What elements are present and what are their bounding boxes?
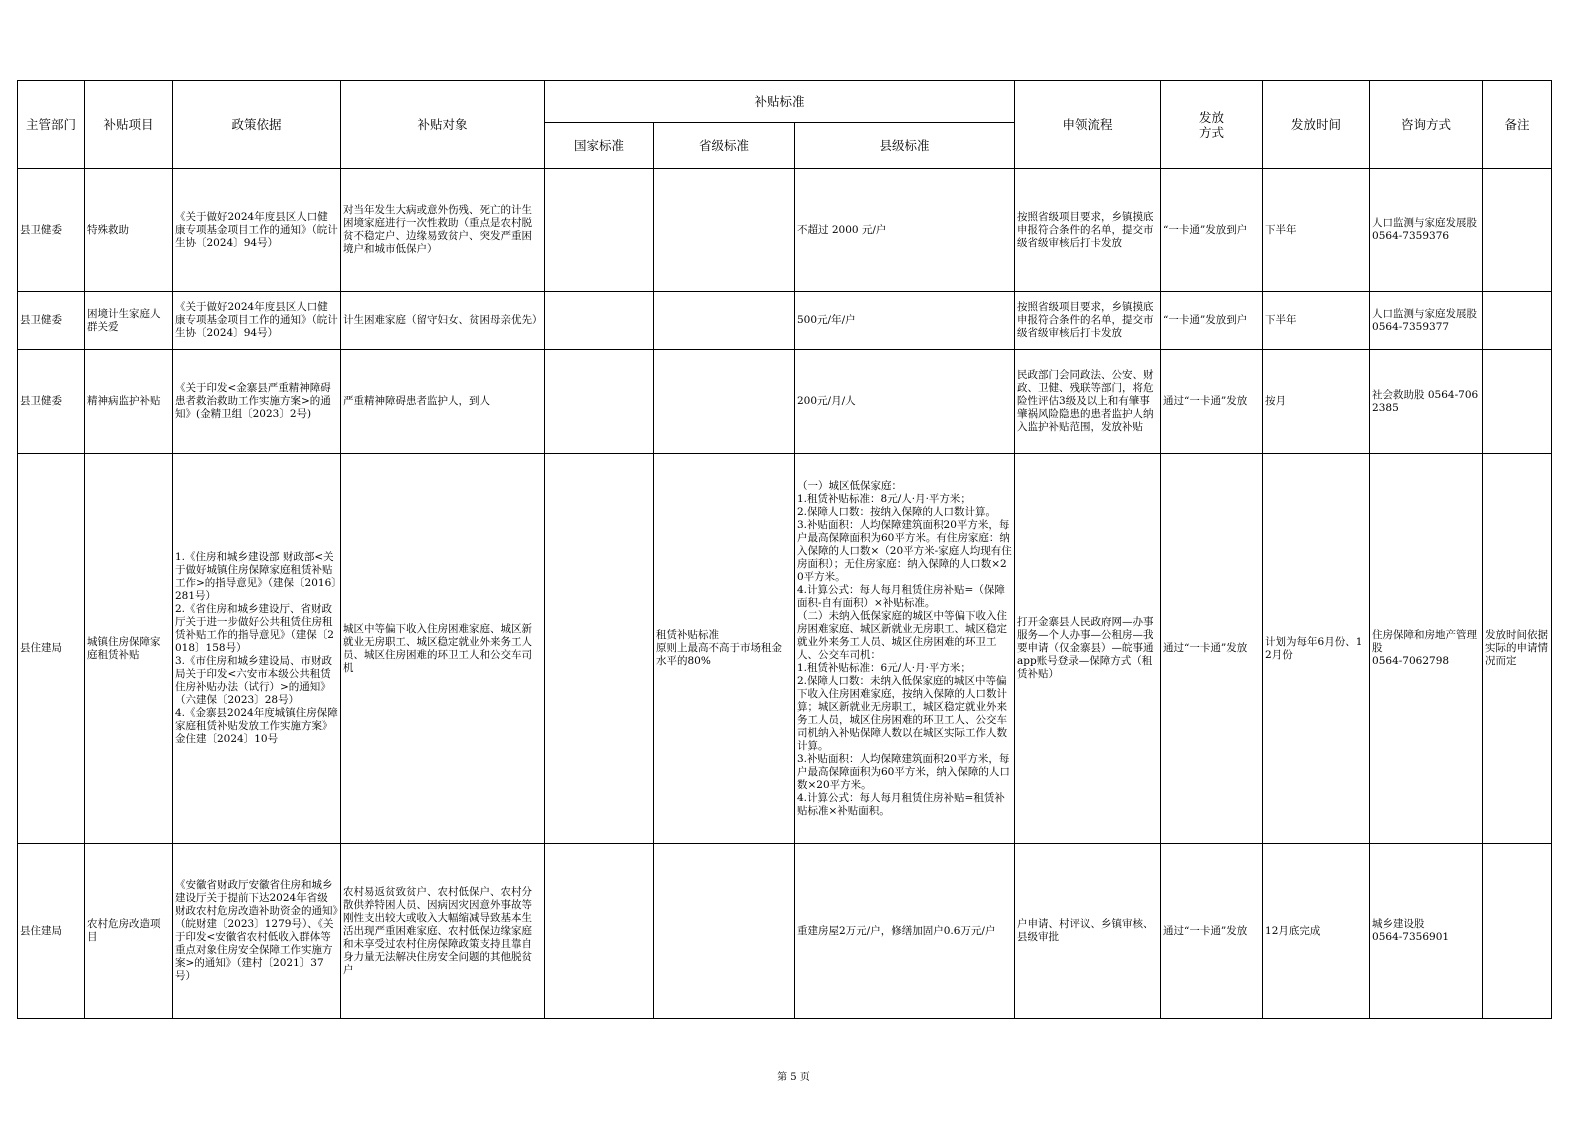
table-row: [18, 454, 1552, 844]
cell-basis: 《关于做好2024年度县区人口健康专项基金项目工作的通知》（皖计生协〔2024〕94号）: [173, 169, 341, 292]
cell-dept: 县卫健委: [18, 169, 85, 292]
cell-basis: 《安徽省财政厅安徽省住房和城乡建设厅关于提前下达2024年省级财政农村危房改造补助资金的通知》（皖财建〔2023〕1279号）、《关于印发<安徽省农村低收入群体等重点对象住房安全保障工作实施方案>的通知》（建村〔2021〕37号）: [173, 844, 341, 1019]
cell-county: 重建房屋2万元/户，修缮加固户0.6万元/户: [795, 844, 1015, 1019]
cell-target: 严重精神障碍患者监护人，到人: [341, 350, 545, 454]
cell-time: 按月: [1263, 350, 1370, 454]
header-dept: 主管部门: [18, 81, 85, 169]
cell-remark: 发放时间依据实际的申请情况而定: [1483, 454, 1552, 844]
table-row: [18, 350, 1552, 454]
cell-county: 不超过 2000 元/户: [795, 169, 1015, 292]
cell-method: 通过“一卡通”发放: [1161, 844, 1263, 1019]
cell-item: 特殊救助: [85, 169, 173, 292]
cell-process: 按照省级项目要求，乡镇摸底申报符合条件的名单，提交市级省级审核后打卡发放: [1015, 169, 1161, 292]
cell-contact: 社会救助股 0564-7062385: [1370, 350, 1483, 454]
cell-method: 通过“一卡通”发放: [1161, 350, 1263, 454]
cell-provincial: 租赁补贴标准 原则上最高不高于市场租金水平的80%: [654, 454, 795, 844]
header-item: 补贴项目: [85, 81, 173, 169]
cell-national: [545, 169, 654, 292]
header-remark: 备注: [1483, 81, 1552, 169]
cell-target: 城区中等偏下收入住房困难家庭、城区新就业无房职工、城区稳定就业外来务工人员、城区住房困难的环卫工人和公交车司机: [341, 454, 545, 844]
cell-national: [545, 350, 654, 454]
cell-contact: 住房保障和房地产管理股 0564-7062798: [1370, 454, 1483, 844]
cell-dept: 县卫健委: [18, 350, 85, 454]
table-row: [18, 844, 1552, 1019]
cell-remark: [1483, 169, 1552, 292]
header-county: 县级标准: [795, 123, 1015, 169]
cell-method: “一卡通”发放到户: [1161, 169, 1263, 292]
cell-time: 计划为每年6月份、12月份: [1263, 454, 1370, 844]
cell-provincial: [654, 350, 795, 454]
cell-method: 通过“一卡通”发放: [1161, 454, 1263, 844]
cell-process: 户申请、村评议、乡镇审核、县级审批: [1015, 844, 1161, 1019]
cell-basis: 《关于做好2024年度县区人口健康专项基金项目工作的通知》（皖计生协〔2024〕94号）: [173, 292, 341, 350]
cell-county: （一）城区低保家庭： 1.租赁补贴标准：8元/人·月·平方米； 2.保障人口数：按纳入保障的人口数计算。 3.补贴面积：人均保障建筑面积20平方米，每户最高保障面积为60平方米。有住房家庭：纳入保障的人口数×（20平方米-家庭人均现有住房面积）；无住房家庭：纳入保障的人口数×20平方米。 4.计算公式：每人每月租赁住房补贴=（保障面积-自有面积）×补贴标准。 （二）未纳入低保家庭的城区中等偏下收入住房困难家庭、城区新就业无房职工、城区稳定就业外来务工人员、城区住房困难的环卫工人、公交车司机： 1.租赁补贴标准：6元/人·月·平方米； 2.保障人口数：未纳入低保家庭的城区中等偏下收入住房困难家庭，按纳入保障的人口数计算；城区新就业无房职工，城区稳定就业外来务工人员，城区住房困难的环卫工人、公交车司机纳入补贴保障人数以在城区实际工作人数计算。 3.补贴面积：人均保障建筑面积20平方米，每户最高保障面积为60平方米，纳入保障的人口数×20平方米。 4.计算公式：每人每月租赁住房补贴=租赁补贴标准×补贴面积。: [795, 454, 1015, 844]
cell-item: 困境计生家庭人群关爱: [85, 292, 173, 350]
header-provincial: 省级标准: [654, 123, 795, 169]
header-target: 补贴对象: [341, 81, 545, 169]
cell-item: 精神病监护补贴: [85, 350, 173, 454]
cell-process: 按照省级项目要求，乡镇摸底申报符合条件的名单，提交市级省级审核后打卡发放: [1015, 292, 1161, 350]
table-row: [18, 169, 1552, 292]
header-process: 申领流程: [1015, 81, 1161, 169]
table-row: [18, 292, 1552, 350]
cell-remark: [1483, 350, 1552, 454]
cell-provincial: [654, 169, 795, 292]
header-national: 国家标准: [545, 123, 654, 169]
cell-dept: 县住建局: [18, 454, 85, 844]
cell-process: 打开金寨县人民政府网—办事服务—个人办事—公租房—我要申请（仅金寨县）—皖事通app账号登录—保障方式（租赁补贴）: [1015, 454, 1161, 844]
cell-contact: 城乡建设股 0564-7356901: [1370, 844, 1483, 1019]
header-basis: 政策依据: [173, 81, 341, 169]
header-method: 发放 方式: [1161, 81, 1263, 169]
header-contact: 咨询方式: [1370, 81, 1483, 169]
cell-dept: 县卫健委: [18, 292, 85, 350]
cell-target: 农村易返贫致贫户、农村低保户、农村分散供养特困人员、因病因灾因意外事故等刚性支出较大或收入大幅缩减导致基本生活出现严重困难家庭、农村低保边缘家庭和未享受过农村住房保障政策支持且靠自身力量无法解决住房安全问题的其他脱贫户: [341, 844, 545, 1019]
cell-contact: 人口监测与家庭发展股 0564-7359377: [1370, 292, 1483, 350]
subsidy-table: [17, 80, 1552, 1019]
cell-target: 计生困难家庭（留守妇女、贫困母亲优先）: [341, 292, 545, 350]
cell-dept: 县住建局: [18, 844, 85, 1019]
cell-remark: [1483, 292, 1552, 350]
cell-remark: [1483, 844, 1552, 1019]
cell-basis: 1.《住房和城乡建设部 财政部<关于做好城镇住房保障家庭租赁补贴工作>的指导意见》（建保〔2016〕281号） 2.《省住房和城乡建设厅、省财政厅关于进一步做好公共租赁住房租赁补贴工作的指导意见》（建保〔2018〕158号） 3.《市住房和城乡建设局、市财政局关于印发<六安市本级公共租赁住房补贴办法（试行）>的通知》（六建保〔2023〕28号） 4.《金寨县2024年度城镇住房保障家庭租赁补贴发放工作实施方案》金住建〔2024〕10号: [173, 454, 341, 844]
cell-process: 民政部门会同政法、公安、财政、卫健、残联等部门，将危险性评估3级及以上和有肇事肇祸风险隐患的患者监护人纳入监护补贴范围，发放补贴: [1015, 350, 1161, 454]
cell-national: [545, 292, 654, 350]
cell-item: 农村危房改造项目: [85, 844, 173, 1019]
header-standard: 补贴标准: [545, 81, 1015, 123]
cell-provincial: [654, 292, 795, 350]
cell-time: 下半年: [1263, 292, 1370, 350]
cell-county: 200元/月/人: [795, 350, 1015, 454]
cell-national: [545, 454, 654, 844]
cell-county: 500元/年/户: [795, 292, 1015, 350]
cell-time: 下半年: [1263, 169, 1370, 292]
cell-national: [545, 844, 654, 1019]
header-time: 发放时间: [1263, 81, 1370, 169]
cell-basis: 《关于印发<金寨县严重精神障碍患者救治救助工作实施方案>的通知》(金精卫组〔2023〕2号): [173, 350, 341, 454]
cell-time: 12月底完成: [1263, 844, 1370, 1019]
cell-item: 城镇住房保障家庭租赁补贴: [85, 454, 173, 844]
cell-provincial: [654, 844, 795, 1019]
page-number: 第 5 页: [777, 1072, 810, 1083]
cell-method: “一卡通”发放到户: [1161, 292, 1263, 350]
cell-contact: 人口监测与家庭发展股 0564-7359376: [1370, 169, 1483, 292]
cell-target: 对当年发生大病或意外伤残、死亡的计生困境家庭进行一次性救助（重点是农村脱贫不稳定户、边缘易致贫户、突发严重困境户和城市低保户）: [341, 169, 545, 292]
